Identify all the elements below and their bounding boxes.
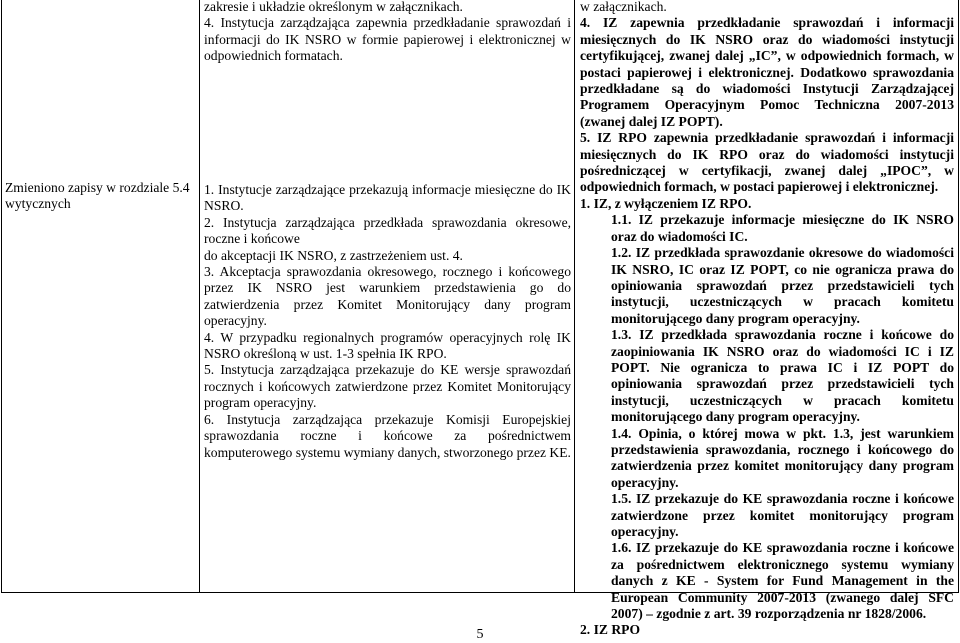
change-note: Zmieniono zapisy w rozdziale 5.4 wytycznych: [5, 180, 190, 212]
paragraph: 5. Instytucja zarządzająca przekazuje do KE wersje sprawozdań rocznych i końcowych zatwierdzone przez Komitet Monitorujący program operacyjny.: [204, 362, 571, 411]
list-item: 1.5. IZ przekazuje do KE sprawozdania roczne i końcowe zatwierdzone przez komitet monitorujący program operacyjny.: [611, 491, 954, 539]
section-heading: 2. IZ RPO: [580, 622, 641, 638]
paragraph: 2. Instytucja zarządzająca przedkłada sprawozdania okresowe, roczne i końcowe: [204, 214, 571, 247]
paragraph: 4. W przypadku regionalnych programów operacyjnych rolę IK NSRO określoną w ust. 1-3 spełnia IK RPO.: [204, 329, 571, 362]
paragraph: 1. Instytucje zarządzające przekazują informacje miesięczne do IK NSRO.: [204, 182, 571, 214]
new-text-column: [580, 0, 954, 639]
paragraph: zakresie i układzie określonym w załącznikach.: [204, 0, 463, 14]
list-item: 1.1. IZ przekazuje informacje miesięczne do IK NSRO oraz do wiadomości IC.: [611, 212, 954, 244]
column-divider: [574, 0, 575, 592]
paragraph: 4. IZ zapewnia przedkładanie sprawozdań i informacji miesięcznych do IK NSRO oraz do wiadomości instytucji certyfikującej, zwanej dalej „IC”, w odpowiednich formach, w postaci papierowej i elektronicznej. Dodatkowo sprawozdania przedkładane są do wiadomości Instytucji Zarządzającej Programem Operacyjnym Pomoc Techniczna 2007-2013 (zwanej dalej IZ POPT).: [580, 15, 954, 129]
paragraph: w załącznikach.: [580, 0, 667, 14]
list-item: 1.3. IZ przedkłada sprawozdania roczne i końcowe do zaopiniowania IK NSRO oraz do wiadomości IC i IZ POPT. Nie ogranicza to prawa IC i IZ POPT do opiniowania sprawozdań przez przedstawicieli tych instytucji, uczestniczących w pracach komitetu monitorującego dany program operacyjny.: [611, 327, 954, 425]
paragraph: 5. IZ RPO zapewnia przedkładanie sprawozdań i informacji miesięcznych do IK RPO oraz do wiadomości instytucji pośredniczącej w certyfikacji, zwanej dalej „IPOC”, w odpowiednich formach, w postaci papierowej i elektronicznej.: [580, 130, 954, 195]
column-divider: [958, 0, 959, 592]
page-number: 5: [476, 627, 484, 642]
list-item: 1.4. Opinia, o której mowa w pkt. 1.3, jest warunkiem przedstawienia sprawozdania, rocznego i końcowego do zatwierdzenia przez komitet monitorujący dany program operacyjny.: [611, 425, 954, 490]
paragraph: 3. Akceptacja sprawozdania okresowego, rocznego i końcowego przez IK NSRO jest warunkiem przedstawienia go do zatwierdzenia przez Komitet Monitorujący dany program operacyjny.: [204, 264, 571, 329]
paragraph: 4. Instytucja zarządzająca zapewnia przedkładanie sprawozdań i informacji do IK NSRO w formie papierowej i elektronicznej w odpowiednich formatach.: [204, 15, 571, 64]
comparison-table: [1, 0, 959, 638]
list-item: 1.6. IZ przekazuje do KE sprawozdania roczne i końcowe za pośrednictwem elektronicznego systemu wymiany danych z KE - System for Fund Management in the European Community 2007-2013 (zwanego dalej SFC 2007) – zgodnie z art. 39 rozporządzenia nr 1828/2006.: [611, 540, 954, 622]
previous-text-points: [204, 182, 571, 461]
section-heading: 1. IZ, z wyłączeniem IZ RPO.: [580, 195, 752, 211]
column-divider: [199, 0, 200, 592]
previous-text-column: [204, 0, 571, 65]
paragraph: 6. Instytucja zarządzająca przekazuje Komisji Europejskiej sprawozdania roczne i końcowe za pośrednictwem komputerowego systemu wymiany danych, stworzonego przez KE.: [204, 411, 571, 460]
paragraph: do akceptacji IK NSRO, z zastrzeżeniem ust. 4.: [204, 247, 463, 263]
change-note-column: [5, 180, 195, 213]
list-item: 1.2. IZ przedkłada sprawozdanie okresowe do wiadomości IK NSRO, IC oraz IZ POPT, co nie ogranicza prawa do opiniowania sprawozdań przez przedstawicieli tych instytucji, uczestniczących w pracach komitetu monitorującego dany program operacyjny.: [611, 245, 954, 326]
